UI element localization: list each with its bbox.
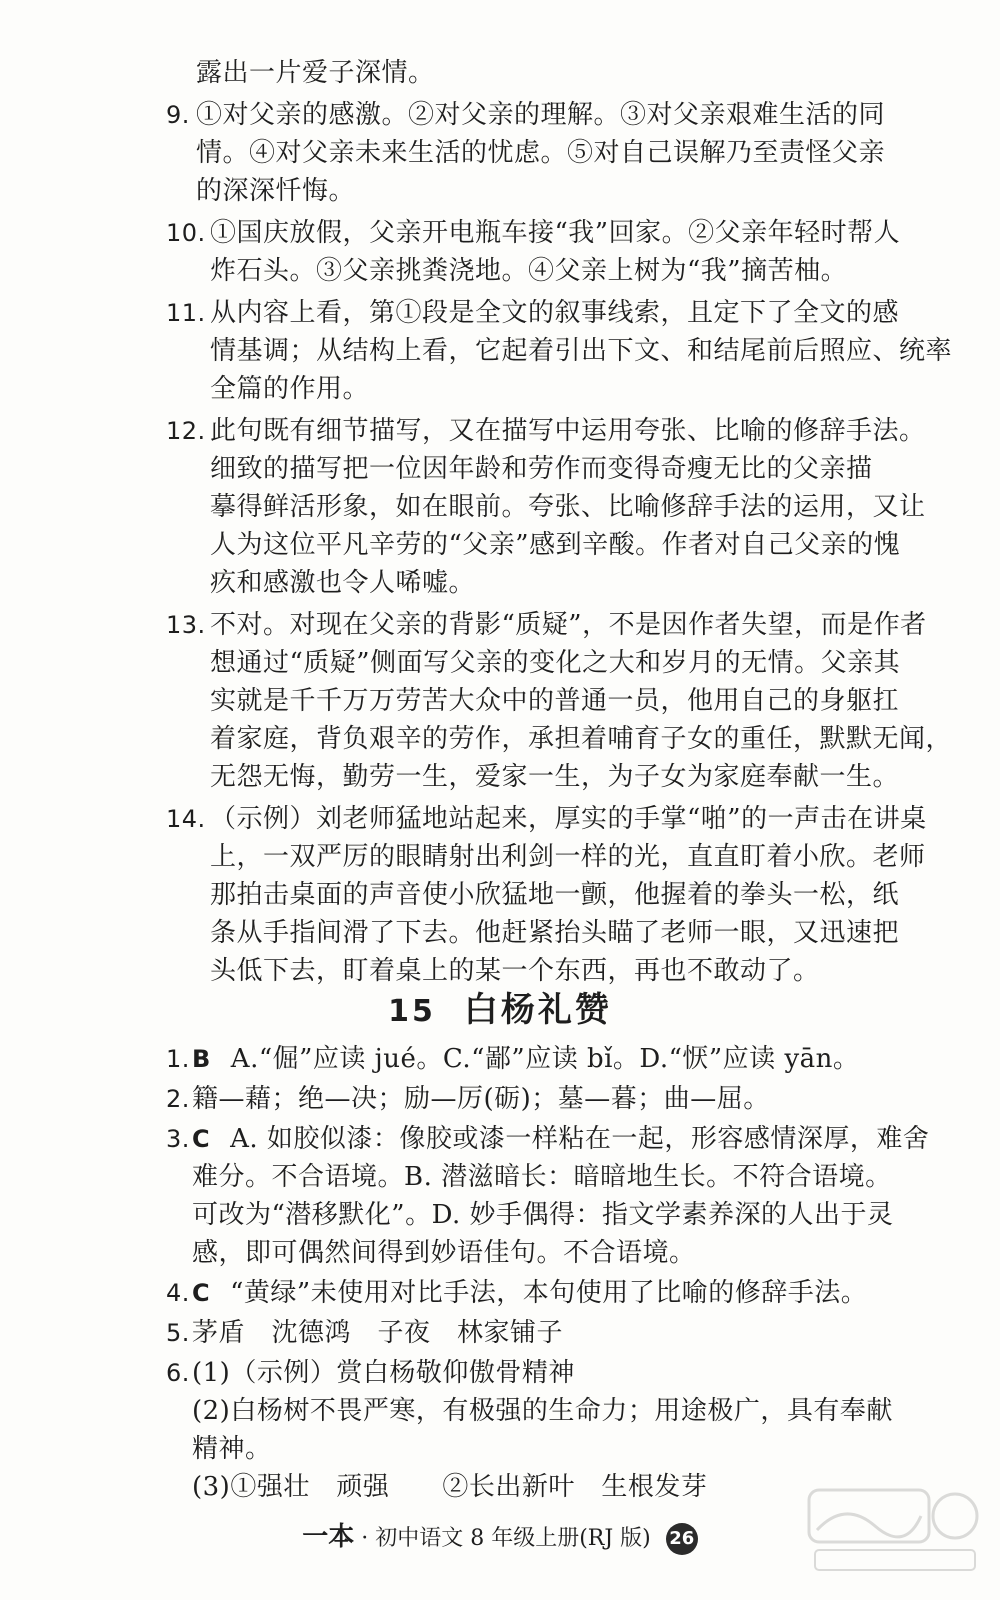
watermark-logo: [805, 1486, 980, 1576]
answer-line: 摹得鲜活形象，如在眼前。夸张、比喻修辞手法的运用，又让: [210, 492, 926, 522]
answer-line: 条从手指间滑了下去。他赶紧抬头瞄了老师一眼，又迅速把: [210, 918, 900, 948]
answer-15-2: 2. 籍—藉；绝—决；励—厉(砺)；墓—暮；曲—屈。: [0, 1080, 1000, 1118]
answer-line: 无怨无悔，勤劳一生，爱家一生，为子女为家庭奉献一生。: [210, 762, 900, 792]
answer-line: 全篇的作用。: [210, 374, 370, 404]
answer-line: 情基调；从结构上看，它起着引出下文、和结尾前后照应、统率: [210, 336, 953, 366]
item-number: 2.: [166, 1085, 190, 1113]
section-heading: [0, 982, 1000, 1031]
answer-line: 感，即可偶然间得到妙语佳句。不合语境。: [192, 1238, 696, 1268]
section-title: 白杨礼赞: [463, 990, 612, 1030]
answer-14: 14. （示例）刘老师猛地站起来，厚实的手掌“啪”的一声击在讲桌: [0, 800, 1000, 838]
answer-line: 上，一双严厉的眼睛射出利剑一样的光，直直盯着小欣。老师: [210, 842, 926, 872]
item-number: 4.: [166, 1279, 190, 1307]
answer-line: 可改为“潜移默化”。D. 妙手偶得：指文学素养深的人出于灵: [192, 1200, 894, 1230]
answer-10: 10. ①国庆放假，父亲开电瓶车接“我”回家。②父亲年轻时帮人: [0, 214, 1000, 252]
answer-15-6: 6. (1)（示例）赏白杨敬仰傲骨精神: [0, 1354, 1000, 1392]
answer-15-3: 3. C A. 如胶似漆：像胶或漆一样粘在一起，形容感情深厚，难舍: [0, 1120, 1000, 1158]
answer-line: 炸石头。③父亲挑粪浇地。④父亲上树为“我”摘苦柚。: [210, 256, 848, 286]
page-footer: 一本 · 初中语文 8 年级上册(RJ 版) 26: [0, 1516, 1000, 1555]
section-number: 15: [388, 994, 436, 1029]
item-number: 1.: [166, 1045, 190, 1073]
answer-13: 13. 不对。对现在父亲的背影“质疑”，不是因作者失望，而是作者: [0, 606, 1000, 644]
answer-line: (3)①强壮 顽强 ②长出新叶 生根发芽: [192, 1472, 708, 1502]
answer-line: 露出一片爱子深情。: [196, 58, 435, 88]
answer-letter: C: [192, 1279, 211, 1307]
answer-12: 12. 此句既有细节描写，又在描写中运用夸张、比喻的修辞手法。: [0, 412, 1000, 450]
answer-line: 精神。: [192, 1434, 272, 1464]
item-number: 9.: [166, 101, 190, 129]
item-number: 6.: [166, 1359, 190, 1387]
book-title: 初中语文 8 年级上册(RJ 版): [375, 1526, 651, 1551]
answer-11: 11. 从内容上看，第①段是全文的叙事线索，且定下了全文的感: [0, 294, 1000, 332]
answer-15-5: 5. 茅盾 沈德鸿 子夜 林家铺子: [0, 1314, 1000, 1352]
answer-line: 的深深忏悔。: [196, 176, 356, 206]
answer-line: 着家庭，背负艰辛的劳作，承担着哺育子女的重任，默默无闻，: [210, 724, 953, 754]
answer-line: 细致的描写把一位因年龄和劳作而变得奇瘦无比的父亲描: [210, 454, 873, 484]
answer-15-1: 1. B A.“倔”应读 jué。C.“鄙”应读 bǐ。D.“恹”应读 yān。: [0, 1040, 1000, 1078]
answer-line: 疚和感激也令人唏嘘。: [210, 568, 476, 598]
answer-line: (2)白杨树不畏严寒，有极强的生命力；用途极广，具有奉献: [192, 1396, 893, 1426]
answer-line: 头低下去，盯着桌上的某一个东西，再也不敢动了。: [210, 956, 820, 986]
item-number: 14.: [166, 805, 206, 833]
item-number: 13.: [166, 611, 206, 639]
item-number: 5.: [166, 1319, 190, 1347]
brand-logo: 一本: [302, 1522, 355, 1552]
answer-9: 9. ①对父亲的感激。②对父亲的理解。③对父亲艰难生活的同: [0, 96, 1000, 134]
answer-line: 实就是千千万万劳苦大众中的普通一员，他用自己的身躯扛: [210, 686, 900, 716]
answer-15-4: 4. C “黄绿”未使用对比手法，本句使用了比喻的修辞手法。: [0, 1274, 1000, 1312]
page-number: 26: [666, 1523, 698, 1555]
item-number: 11.: [166, 299, 206, 327]
answer-line: 想通过“质疑”侧面写父亲的变化之大和岁月的无情。父亲其: [210, 648, 901, 678]
item-number: 10.: [166, 219, 206, 247]
answer-letter: B: [192, 1045, 211, 1073]
item-number: 3.: [166, 1125, 190, 1153]
answer-letter: C: [192, 1125, 211, 1153]
answer-line: 情。④对父亲未来生活的忧虑。⑤对自己误解乃至责怪父亲: [196, 138, 886, 168]
answer-line: 那拍击桌面的声音使小欣猛地一颤，他握着的拳头一松，纸: [210, 880, 900, 910]
answer-line: 人为这位平凡辛劳的“父亲”感到辛酸。作者对自己父亲的愧: [210, 530, 901, 560]
item-number: 12.: [166, 417, 206, 445]
answer-line: 难分。不合语境。B. 潜滋暗长：暗暗地生长。不符合语境。: [192, 1162, 892, 1192]
